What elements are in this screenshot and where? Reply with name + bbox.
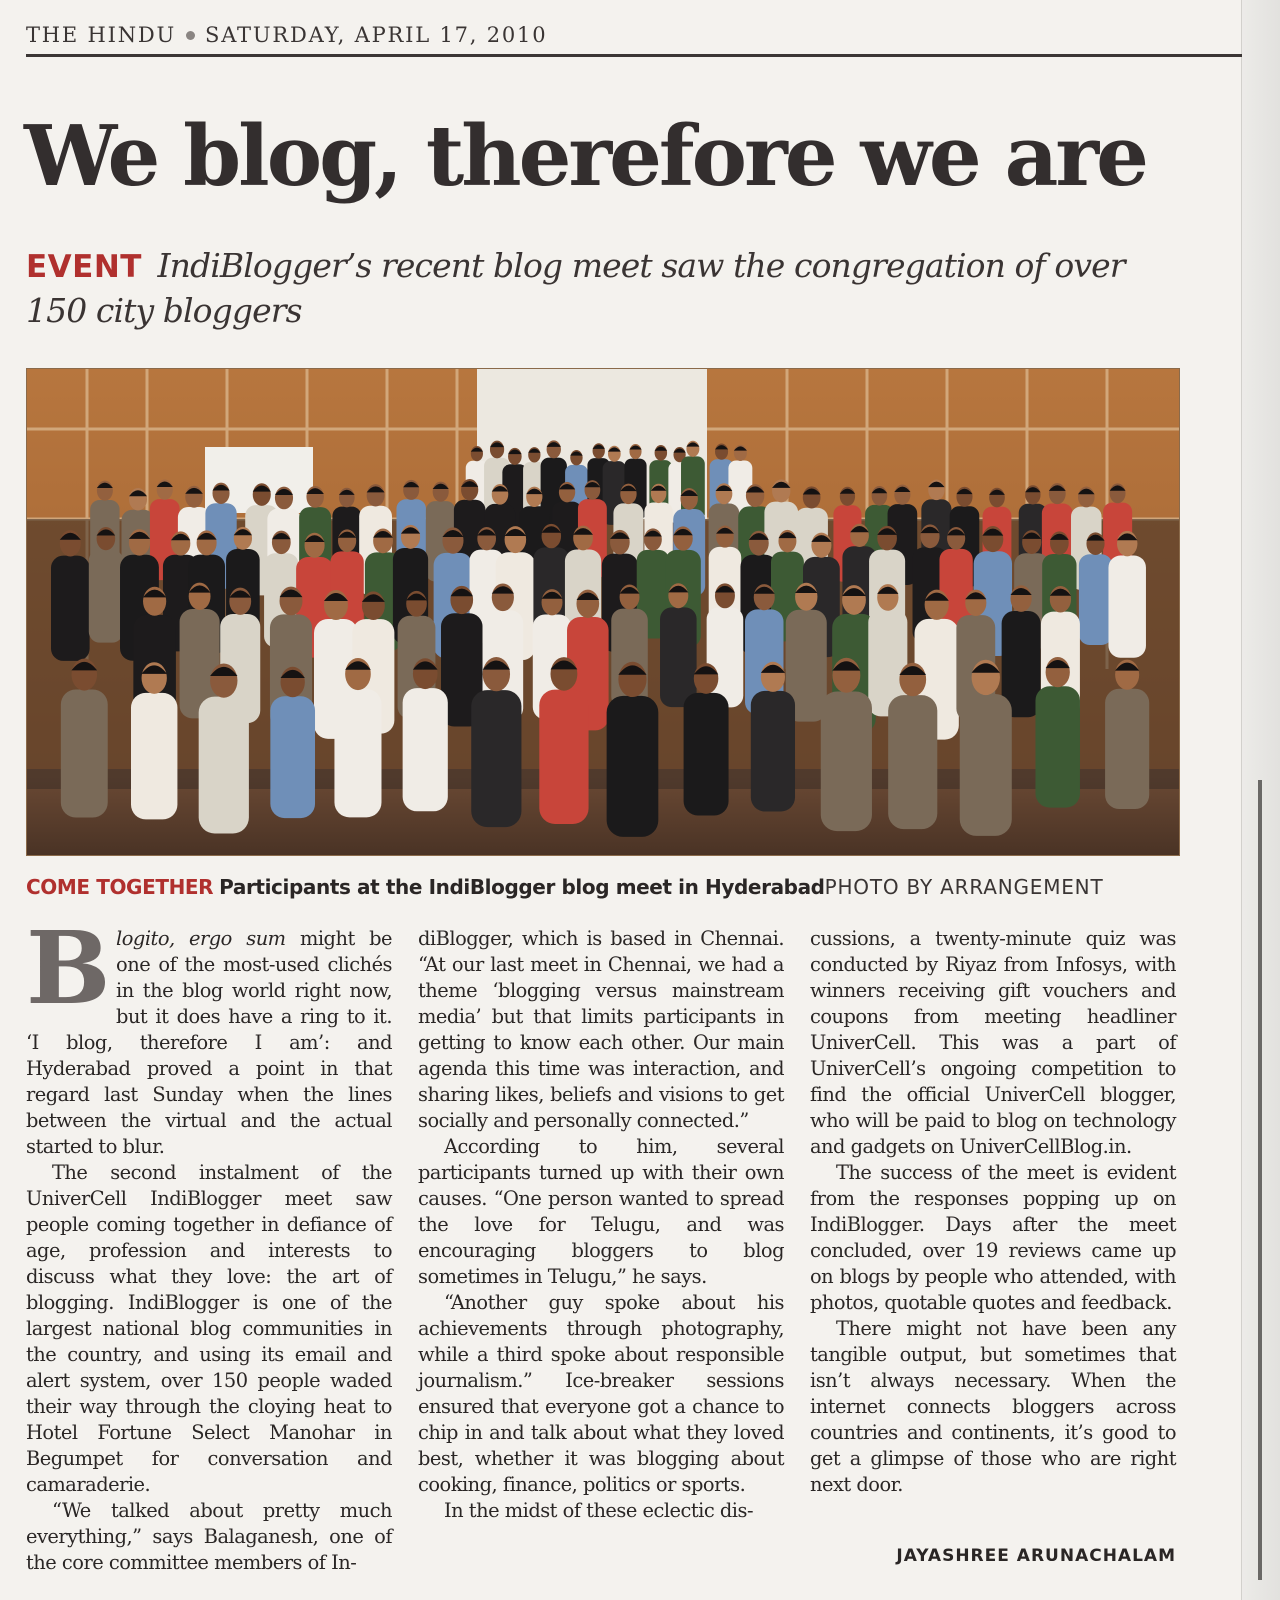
- person-body: [471, 690, 521, 827]
- person-body: [1035, 686, 1079, 807]
- person-body: [684, 693, 729, 816]
- paragraph-1: [26, 909, 393, 1160]
- paragraph-6-start: In the midst of these eclectic dis-: [444, 1499, 754, 1522]
- paragraph-3-cont: diBlogger, which is based in Chennai. “At our last meet in Chennai, we had a theme ‘blogging versus mainstream media’ but that limits participants in getting to know each other. Our main agenda this time was interaction, and sharing likes, beliefs and visions to get socially and personally connected.”: [418, 927, 784, 1132]
- person-body: [751, 691, 795, 812]
- deck-kicker: EVENT: [26, 249, 142, 285]
- masthead: [26, 20, 1242, 57]
- article-column-1: [26, 909, 393, 1576]
- page-fold-shadow: [1258, 780, 1262, 1580]
- paragraph-3-start: “We talked about pretty much everything,” says Balaganesh, one of the core committee members of In-: [26, 1499, 392, 1574]
- deck: [26, 244, 1166, 333]
- person-body: [1105, 689, 1149, 809]
- person-body: [89, 550, 123, 643]
- paragraph-8: There might not have been any tangible output, but sometimes that isn’t always necessary. When the internet connects bloggers across countries and continents, it’s good to get a glimpse of those who are right next door.: [810, 1317, 1176, 1496]
- person-body: [51, 556, 90, 661]
- deck-text: IndiBlogger’s recent blog meet saw the congregation of over 150 city bloggers: [26, 246, 1125, 330]
- caption-kicker: COME TOGETHER: [26, 875, 214, 899]
- person-body: [270, 696, 315, 818]
- article-column-2: [418, 926, 784, 1524]
- paragraph-2: The second instalment of the UniverCell IndiBlogger meet saw people coming together in defiance of age, profession and interests to discuss what they love: the art of blogging. IndiBlogger is one of the largest national blog communities in the country, and using its email and alert system, over 150 people waded their way through the cloying heat to Hotel Fortune Select Manohar in Begumpet for conversation and camaraderie.: [26, 1161, 392, 1496]
- photo-caption: [26, 874, 1226, 900]
- person-body: [131, 693, 177, 820]
- person-body: [199, 697, 249, 834]
- paragraph-1-text: might be one of the most-used clichés in the blog world right now, but it does have a ring to it. ‘I blog, therefore I am’: and Hyderabad proved a point in that regard last Sunday when the lines between the virtual and the actual started to blur.: [26, 927, 393, 1158]
- person-body: [821, 692, 872, 832]
- paragraph-5: “Another guy spoke about his achievements through photography, while a third spoke about responsible journalism.” Ice-breaker sessions ensured that everyone got a chance to chip in and talk about what they loved best, whether it was blogging about cooking, finance, politics or sports.: [418, 1291, 784, 1496]
- person-body: [61, 690, 108, 818]
- person-body: [660, 607, 697, 707]
- headline: We blog, therefore we are: [24, 107, 1146, 205]
- byline: JAYASHREE ARUNACHALAM: [896, 1546, 1176, 1566]
- person-body: [403, 688, 448, 811]
- person-body: [888, 695, 937, 829]
- group-photo: [26, 368, 1180, 856]
- paragraph-7: The success of the meet is evident from the responses popping up on IndiBlogger. Days after the meet concluded, over 19 reviews came up on blogs by people who attended, with photos, quotable quotes and feedback.: [810, 1161, 1176, 1314]
- group-photo-illustration: [27, 369, 1179, 855]
- photo-credit: PHOTO BY ARRANGEMENT: [824, 875, 1104, 899]
- person-body: [1108, 556, 1145, 658]
- drop-cap: B: [26, 909, 111, 1027]
- person-body: [1079, 554, 1112, 645]
- caption-text: Participants at the IndiBlogger blog meet in Hyderabad: [219, 875, 825, 899]
- paragraph-6-cont: cussions, a twenty-minute quiz was conducted by Riyaz from Infosys, with winners receiving gift vouchers and coupons from meeting headliner UniverCell. This was a part of UniverCell’s ongoing competition to find the official UniverCell blogger, who will be paid to blog on technology and gadgets on UniverCellBlog.in.: [810, 927, 1176, 1158]
- paragraph-4: According to him, several participants turned up with their own causes. “One person wanted to spread the love for Telugu, and was encouraging bloggers to blog sometimes in Telugu,” he says.: [418, 1135, 784, 1288]
- person-body: [539, 690, 588, 824]
- person-body: [607, 696, 659, 837]
- person-body: [334, 689, 381, 817]
- masthead-paper: THE HINDU: [26, 23, 177, 47]
- person-body: [960, 694, 1012, 836]
- lead-italic: logito, ergo sum: [116, 927, 286, 950]
- masthead-date: SATURDAY, APRIL 17, 2010: [205, 23, 548, 47]
- bullet-icon: [186, 31, 195, 40]
- article-column-3: [810, 926, 1176, 1498]
- person-body: [707, 607, 744, 707]
